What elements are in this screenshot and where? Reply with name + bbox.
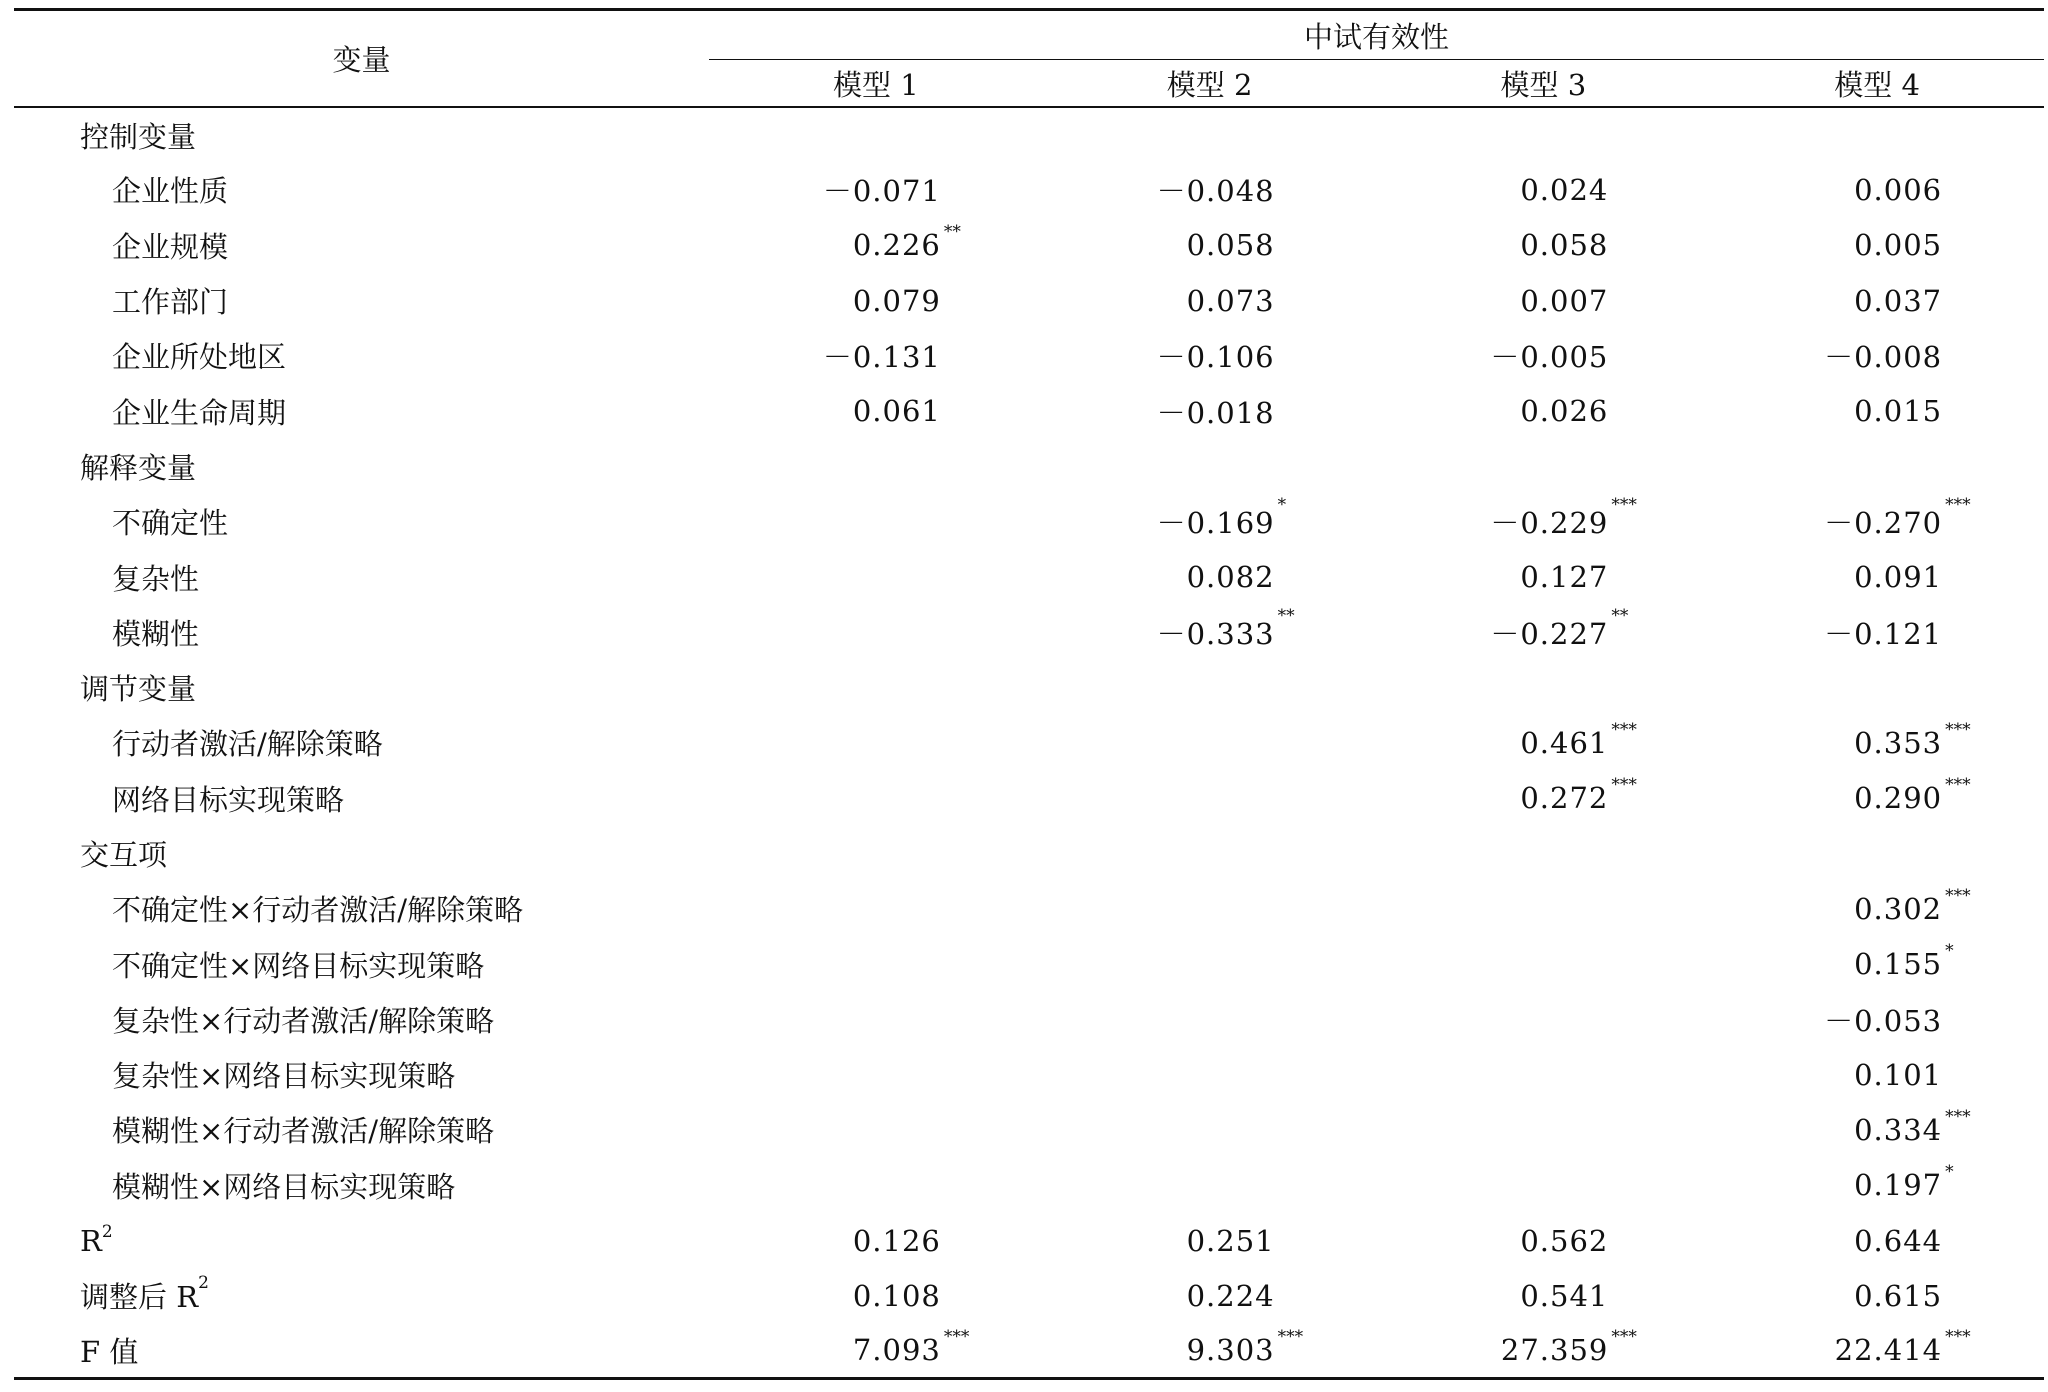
coefficient-number: 0.037	[1854, 283, 1943, 318]
cell-model-3	[1377, 881, 1711, 936]
cell-model-4	[1710, 1213, 2044, 1268]
table-row	[14, 992, 2044, 1047]
row-variable-label	[14, 218, 709, 273]
table-row	[14, 660, 2044, 715]
cell-model-1	[709, 992, 1043, 1047]
cell-model-1	[709, 1268, 1043, 1323]
coefficient-number: 0.082	[1186, 560, 1275, 595]
coefficient-number: 0.272	[1520, 781, 1609, 816]
significance-stars: **	[1611, 605, 1629, 626]
coefficient-value	[1812, 173, 1942, 207]
row-variable-label	[14, 881, 709, 936]
cell-model-2	[1043, 439, 1377, 494]
cell-model-4	[1710, 1158, 2044, 1213]
coefficient-number: 0.007	[1520, 283, 1609, 318]
row-label-text: 企业所处地区	[112, 340, 287, 375]
cell-model-4	[1710, 826, 2044, 881]
coefficient-number: 0.461	[1520, 725, 1609, 760]
coefficient-value	[1145, 169, 1275, 210]
cell-model-3	[1377, 549, 1711, 604]
cell-model-3	[1377, 992, 1711, 1047]
coefficient-number: －0.053	[1824, 1003, 1943, 1038]
coefficient-number: 0.155	[1854, 947, 1943, 982]
cell-model-3	[1377, 107, 1711, 162]
row-label-text: 调整后 R	[80, 1280, 199, 1315]
cell-model-4	[1710, 771, 2044, 826]
row-variable-label	[14, 605, 709, 660]
coefficient-value	[1812, 335, 1942, 376]
coefficient-value	[1478, 228, 1608, 262]
row-label-text: 行动者激活/解除策略	[112, 727, 383, 762]
cell-model-4	[1710, 1324, 2044, 1379]
coefficient-value	[1812, 1224, 1942, 1258]
cell-model-3	[1377, 1047, 1711, 1102]
coefficient-value	[1812, 228, 1942, 262]
row-category-label	[14, 1324, 709, 1379]
cell-model-2	[1043, 1324, 1377, 1379]
cell-model-2	[1043, 881, 1377, 936]
cell-model-1	[709, 439, 1043, 494]
coefficient-number: 0.026	[1520, 394, 1609, 429]
row-label-text: R	[80, 1223, 102, 1258]
cell-model-2	[1043, 383, 1377, 438]
table-row	[14, 439, 2044, 494]
cell-model-2	[1043, 549, 1377, 604]
cell-model-3	[1377, 826, 1711, 881]
row-category-label	[14, 660, 709, 715]
row-category-label	[14, 439, 709, 494]
significance-stars: ***	[1611, 719, 1637, 740]
row-label-text: 网络目标实现策略	[112, 782, 345, 817]
table-row	[14, 1102, 2044, 1157]
coefficient-number: －0.270	[1824, 506, 1943, 541]
cell-model-4	[1710, 439, 2044, 494]
significance-stars: ***	[1277, 1327, 1304, 1348]
cell-model-1	[709, 1158, 1043, 1213]
row-variable-label	[14, 1047, 709, 1102]
cell-model-1	[709, 1213, 1043, 1268]
cell-model-2	[1043, 1102, 1377, 1157]
cell-model-3	[1377, 1213, 1711, 1268]
cell-model-1	[709, 881, 1043, 936]
cell-model-1	[709, 218, 1043, 273]
row-variable-label	[14, 162, 709, 217]
cell-model-4	[1710, 107, 2044, 162]
row-label-text: 模糊性×网络目标实现策略	[112, 1169, 456, 1204]
table-row	[14, 936, 2044, 991]
cell-model-3	[1377, 936, 1711, 991]
coefficient-number: 0.101	[1854, 1057, 1943, 1092]
cell-model-3	[1377, 1324, 1711, 1379]
cell-model-2	[1043, 605, 1377, 660]
coefficient-number: 0.108	[852, 1278, 941, 1313]
row-label-text: 模糊性×行动者激活/解除策略	[112, 1114, 495, 1149]
cell-model-1	[709, 549, 1043, 604]
header-row-group	[14, 10, 2044, 60]
cell-model-2	[1043, 1268, 1377, 1323]
superscript: 2	[101, 1221, 113, 1242]
coefficient-value	[811, 1224, 941, 1258]
coefficient-value	[1145, 228, 1275, 262]
coefficient-value	[1812, 941, 1954, 982]
cell-model-2	[1043, 162, 1377, 217]
coefficient-number: 0.091	[1854, 560, 1943, 595]
cell-model-4	[1710, 715, 2044, 770]
coefficient-number: －0.227	[1490, 616, 1609, 651]
coefficient-number: 7.093	[852, 1333, 941, 1368]
model-3-header: 模型 3	[1377, 60, 1711, 108]
row-variable-label	[14, 273, 709, 328]
row-label-text: 解释变量	[80, 450, 197, 485]
coefficient-number: 0.302	[1854, 891, 1943, 926]
coefficient-value	[1812, 1058, 1942, 1092]
cell-model-2	[1043, 771, 1377, 826]
coefficient-number: －0.071	[822, 174, 941, 209]
cell-model-2	[1043, 936, 1377, 991]
coefficient-number: －0.048	[1156, 174, 1275, 209]
cell-model-3	[1377, 383, 1711, 438]
row-variable-label	[14, 715, 709, 770]
cell-model-1	[709, 605, 1043, 660]
row-variable-label	[14, 771, 709, 826]
significance-stars: ***	[1945, 885, 1971, 906]
superscript: 2	[198, 1273, 209, 1294]
cell-model-3	[1377, 273, 1711, 328]
coefficient-value	[1478, 775, 1637, 816]
cell-model-2	[1043, 218, 1377, 273]
cell-model-3	[1377, 494, 1711, 549]
coefficient-number: 27.359	[1500, 1333, 1609, 1368]
coefficient-number: 0.061	[852, 394, 941, 429]
significance-stars: *	[1277, 495, 1287, 516]
row-category-label	[14, 107, 709, 162]
cell-model-1	[709, 771, 1043, 826]
row-label-text: 交互项	[80, 838, 168, 872]
cell-model-2	[1043, 328, 1377, 383]
coefficient-value	[811, 284, 941, 318]
cell-model-3	[1377, 162, 1711, 217]
significance-stars: **	[943, 222, 961, 243]
coefficient-value	[1145, 1327, 1304, 1368]
significance-stars: ***	[943, 1327, 970, 1348]
model-2-header: 模型 2	[1043, 60, 1377, 108]
coefficient-number: 0.224	[1186, 1278, 1275, 1313]
coefficient-number: 0.197	[1854, 1168, 1943, 1203]
coefficient-number: 0.127	[1520, 560, 1609, 595]
cell-model-1	[709, 1102, 1043, 1157]
coefficient-value	[1145, 391, 1275, 432]
cell-model-2	[1043, 660, 1377, 715]
coefficient-value	[1478, 605, 1629, 653]
cell-model-1	[709, 494, 1043, 549]
coefficient-value	[1145, 560, 1275, 594]
table-row	[14, 162, 2044, 217]
cell-model-1	[709, 273, 1043, 328]
row-variable-label	[14, 992, 709, 1047]
coefficient-value	[1478, 335, 1608, 376]
table-row	[14, 218, 2044, 273]
coefficient-value	[1478, 495, 1637, 542]
cell-model-3	[1377, 1102, 1711, 1157]
coefficient-value	[811, 335, 941, 376]
coefficient-value	[1812, 1162, 1954, 1203]
cell-model-4	[1710, 936, 2044, 991]
coefficient-number: 0.251	[1186, 1223, 1275, 1258]
table-row	[14, 383, 2044, 438]
row-label-text: 工作部门	[112, 285, 229, 320]
row-label-text: 控制变量	[80, 119, 197, 154]
cell-model-2	[1043, 992, 1377, 1047]
cell-model-1	[709, 383, 1043, 438]
table-row	[14, 273, 2044, 328]
cell-model-3	[1377, 1158, 1711, 1213]
row-variable-label	[14, 549, 709, 604]
coefficient-number: －0.008	[1824, 340, 1943, 375]
cell-model-2	[1043, 494, 1377, 549]
coefficient-value	[1812, 560, 1942, 594]
row-label-text: 复杂性×行动者激活/解除策略	[112, 1003, 495, 1038]
row-category-label	[14, 826, 709, 881]
cell-model-2	[1043, 273, 1377, 328]
coefficient-number: －0.106	[1156, 340, 1275, 375]
row-label-text: F 值	[80, 1334, 139, 1369]
coefficient-value	[1145, 284, 1275, 318]
coefficient-number: 0.006	[1854, 172, 1943, 207]
coefficient-value	[1812, 495, 1971, 542]
variable-column-header: 变量	[14, 10, 709, 108]
coefficient-number: －0.121	[1824, 616, 1943, 651]
coefficient-value	[1145, 605, 1295, 653]
coefficient-number: 0.334	[1854, 1112, 1943, 1147]
coefficient-value	[811, 1279, 941, 1313]
cell-model-2	[1043, 1047, 1377, 1102]
cell-model-4	[1710, 328, 2044, 383]
cell-model-1	[709, 826, 1043, 881]
coefficient-number: 0.058	[1186, 228, 1275, 263]
coefficient-value	[1812, 284, 1942, 318]
table-row	[14, 881, 2044, 936]
coefficient-number: 0.079	[852, 283, 941, 318]
table-row	[14, 605, 2044, 660]
coefficient-number: 0.644	[1854, 1223, 1943, 1258]
coefficient-value	[1478, 284, 1608, 318]
row-label-text: 企业规模	[112, 229, 229, 264]
coefficient-number: 0.126	[852, 1223, 941, 1258]
significance-stars: *	[1945, 1162, 1954, 1183]
coefficient-value	[811, 222, 961, 263]
cell-model-4	[1710, 549, 2044, 604]
cell-model-3	[1377, 1268, 1711, 1323]
coefficient-value	[1812, 719, 1971, 760]
row-label-text: 企业生命周期	[112, 395, 287, 430]
coefficient-number: 0.615	[1854, 1278, 1943, 1313]
coefficient-value	[811, 394, 941, 428]
coefficient-number: －0.018	[1156, 395, 1275, 430]
table-row	[14, 1213, 2044, 1268]
coefficient-number: 0.015	[1854, 394, 1943, 429]
row-label-text: 不确定性×行动者激活/解除策略	[112, 893, 524, 928]
model-1-header: 模型 1	[709, 60, 1043, 108]
significance-stars: ***	[1945, 719, 1971, 740]
table-row	[14, 328, 2044, 383]
table-row	[14, 771, 2044, 826]
coefficient-number: 0.541	[1520, 1278, 1609, 1313]
row-category-label	[14, 1268, 709, 1323]
significance-stars: ***	[1611, 1327, 1637, 1348]
coefficient-value	[1478, 719, 1637, 760]
coefficient-number: －0.169	[1156, 506, 1275, 541]
table-row	[14, 1047, 2044, 1102]
cell-model-3	[1377, 605, 1711, 660]
coefficient-number: －0.333	[1156, 616, 1275, 651]
coefficient-number: 0.562	[1520, 1223, 1609, 1258]
table-row	[14, 549, 2044, 604]
cell-model-4	[1710, 992, 2044, 1047]
coefficient-value	[1812, 1279, 1942, 1313]
cell-model-4	[1710, 605, 2044, 660]
cell-model-4	[1710, 1268, 2044, 1323]
table-row	[14, 494, 2044, 549]
coefficient-number: 0.353	[1854, 725, 1943, 760]
row-label-text: 企业性质	[112, 174, 229, 209]
coefficient-value	[1478, 173, 1608, 207]
table-row	[14, 1158, 2044, 1213]
cell-model-3	[1377, 328, 1711, 383]
row-label-text: 不确定性×网络目标实现策略	[112, 948, 485, 983]
coefficient-number: 0.058	[1520, 228, 1609, 263]
row-label-text: 复杂性×网络目标实现策略	[112, 1059, 456, 1094]
coefficient-value	[1145, 1224, 1275, 1258]
table-row	[14, 1268, 2044, 1323]
coefficient-value	[1812, 999, 1942, 1040]
coefficient-value	[1478, 1327, 1637, 1368]
significance-stars: ***	[1945, 775, 1971, 796]
coefficient-value	[1478, 1224, 1608, 1258]
coefficient-number: －0.229	[1490, 506, 1609, 541]
row-variable-label	[14, 494, 709, 549]
cell-model-4	[1710, 881, 2044, 936]
cell-model-3	[1377, 439, 1711, 494]
cell-model-1	[709, 1324, 1043, 1379]
row-variable-label	[14, 1102, 709, 1157]
coefficient-value	[1478, 394, 1608, 428]
cell-model-1	[709, 660, 1043, 715]
cell-model-4	[1710, 218, 2044, 273]
row-variable-label	[14, 383, 709, 438]
cell-model-2	[1043, 715, 1377, 770]
cell-model-1	[709, 1047, 1043, 1102]
cell-model-2	[1043, 1213, 1377, 1268]
significance-stars: ***	[1945, 1106, 1971, 1127]
coefficient-value	[811, 1327, 970, 1368]
cell-model-4	[1710, 162, 2044, 217]
coefficient-number: 0.024	[1520, 172, 1609, 207]
coefficient-value	[1812, 775, 1971, 816]
cell-model-2	[1043, 1158, 1377, 1213]
coefficient-number: 9.303	[1186, 1333, 1275, 1368]
row-variable-label	[14, 328, 709, 383]
coefficient-value	[1812, 1106, 1971, 1147]
table-row	[14, 715, 2044, 770]
significance-stars: ***	[1945, 1327, 1971, 1348]
table-row	[14, 107, 2044, 162]
group-header-effectiveness: 中试有效性	[709, 10, 2044, 60]
table-row	[14, 1324, 2044, 1379]
cell-model-3	[1377, 771, 1711, 826]
coefficient-value	[1812, 1327, 1971, 1368]
coefficient-value	[811, 169, 941, 210]
cell-model-2	[1043, 826, 1377, 881]
row-category-label	[14, 1213, 709, 1268]
cell-model-4	[1710, 1047, 2044, 1102]
coefficient-value	[1145, 335, 1275, 376]
coefficient-value	[1145, 1279, 1275, 1313]
coefficient-value	[1812, 885, 1971, 926]
significance-stars: *	[1945, 941, 1954, 962]
model-4-header: 模型 4	[1710, 60, 2044, 108]
coefficient-number: －0.131	[822, 340, 941, 375]
coefficient-number: 0.226	[852, 228, 941, 263]
coefficient-number: 22.414	[1834, 1333, 1943, 1368]
coefficient-number: －0.005	[1490, 340, 1609, 375]
cell-model-4	[1710, 660, 2044, 715]
significance-stars: ***	[1611, 495, 1637, 516]
cell-model-4	[1710, 494, 2044, 549]
cell-model-4	[1710, 1102, 2044, 1157]
cell-model-1	[709, 107, 1043, 162]
row-variable-label	[14, 936, 709, 991]
cell-model-2	[1043, 107, 1377, 162]
coefficient-value	[1145, 495, 1287, 542]
row-label-text: 不确定性	[112, 506, 229, 541]
cell-model-3	[1377, 660, 1711, 715]
significance-stars: ***	[1611, 775, 1637, 796]
row-label-text: 模糊性	[112, 616, 200, 651]
coefficient-value	[1478, 560, 1608, 594]
significance-stars: ***	[1945, 495, 1971, 516]
cell-model-1	[709, 936, 1043, 991]
cell-model-1	[709, 162, 1043, 217]
coefficient-number: 0.290	[1854, 781, 1943, 816]
cell-model-1	[709, 328, 1043, 383]
row-label-text: 调节变量	[80, 672, 197, 707]
cell-model-3	[1377, 715, 1711, 770]
table-row	[14, 826, 2044, 881]
cell-model-1	[709, 715, 1043, 770]
cell-model-4	[1710, 383, 2044, 438]
significance-stars: **	[1277, 605, 1295, 626]
coefficient-number: 0.073	[1186, 283, 1275, 318]
cell-model-4	[1710, 273, 2044, 328]
coefficient-value	[1478, 1279, 1608, 1313]
row-variable-label	[14, 1158, 709, 1213]
row-label-text: 复杂性	[112, 561, 200, 596]
coefficient-value	[1812, 612, 1942, 653]
table-body	[14, 107, 2044, 1379]
cell-model-3	[1377, 218, 1711, 273]
coefficient-number: 0.005	[1854, 228, 1943, 263]
coefficient-value	[1812, 394, 1942, 428]
regression-table	[14, 8, 2044, 1380]
